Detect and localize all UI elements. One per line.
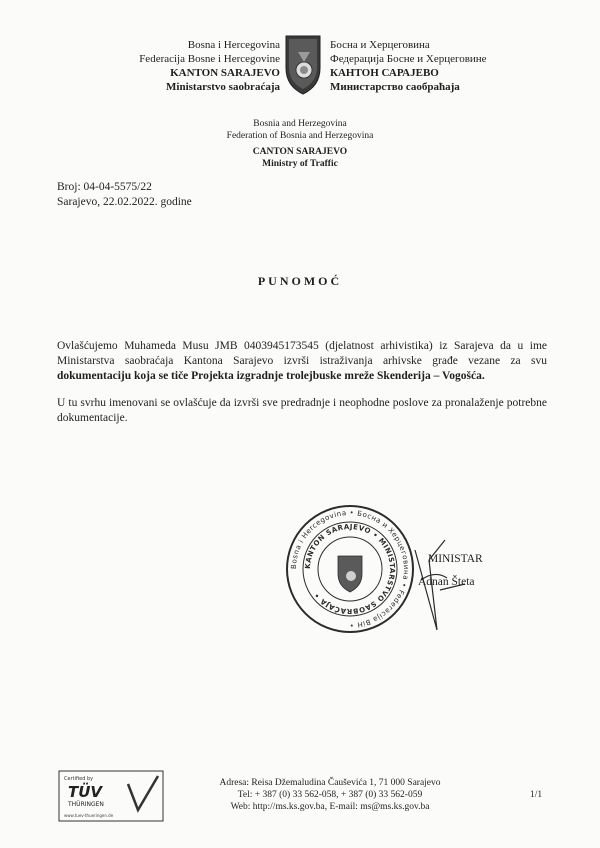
header-right-line-4: Министарство саобраћаја: [330, 81, 460, 93]
footer-address: Adresa: Reisa Džemaludina Čauševića 1, 71 000 Sarajevo: [219, 778, 441, 788]
header-en-line-3: CANTON SARAJEVO: [252, 147, 348, 157]
header-left-line-4: Ministarstvo saobraćaja: [166, 81, 280, 93]
header-en-line-2: Federation of Bosnia and Herzegovina: [226, 131, 374, 141]
header-right: [330, 38, 487, 94]
stamp-inner-text: KANTON SARAJEVO • MINISTARSTVO SAOBRAĆAJA •: [303, 522, 397, 616]
document-title: PUNOMOĆ: [257, 274, 343, 288]
coat-of-arms-icon: [284, 34, 322, 96]
header-right-line-2: Федерација Босне и Херцеговине: [330, 53, 487, 65]
header-right-line-1: Босна и Херцеговина: [330, 39, 430, 51]
tuv-brand-label: TÜV: [68, 783, 103, 801]
header-left-line-1: Bosna i Hercegovina: [187, 39, 280, 51]
header-left-line-2: Federacija Bosne i Hercegovine: [139, 53, 280, 65]
header-right-line-3: КАНТОН САРАЈЕВО: [330, 67, 439, 79]
footer-web: Web: http://ms.ks.gov.ba, E-mail: ms@ms.ks.gov.ba: [230, 802, 430, 812]
body-paragraph-1-text: Ovlašćujemo Muhameda Musu JMB 0403945173545 (djelatnost arhivistika) iz Sarajeva da u ime Ministarstva saobraćaja Kantona Sarajevo izvrši istraživanja arhivske građe vezane za svu: [57, 340, 547, 367]
tuv-certified-label: Certified by: [64, 776, 94, 782]
reference-number: Broj: 04-04-5575/22: [57, 181, 152, 193]
header-left: [139, 38, 280, 94]
tuv-url-label: www.tuev-thueringen.de: [64, 813, 114, 818]
footer-contact: [180, 777, 480, 813]
page-number: 1/1: [530, 790, 543, 800]
body-paragraph-1: [57, 339, 547, 384]
body-paragraph-1-bold: dokumentaciju koja se tiče Projekta izgradnje trolejbuske mreže Skenderija – Vogošća.: [57, 370, 485, 382]
header-english: [0, 118, 600, 170]
signature-role: MINISTAR: [428, 553, 483, 565]
stamp-outer-text: Bosna i Hercegovina • Босна и Херцеговина • Federacija BiH •: [289, 508, 411, 630]
header-left-line-3: KANTON SARAJEVO: [170, 67, 280, 79]
tuv-certification-logo-icon: [58, 770, 164, 822]
signature-name: Adnan Šteta: [418, 576, 475, 588]
header-en-line-1: Bosnia and Herzegovina: [253, 119, 347, 129]
tuv-region-label: THÜRINGEN: [68, 801, 104, 808]
footer-tel: Tel: + 387 (0) 33 562-058, + 387 (0) 33 562-059: [237, 790, 423, 800]
reference-block: [57, 180, 192, 210]
reference-place-date: Sarajevo, 22.02.2022. godine: [57, 196, 192, 208]
header-en-line-4: Ministry of Traffic: [262, 159, 338, 169]
body-paragraph-2: U tu svrhu imenovani se ovlašćuje da izvrši sve predradnje i neophodne poslove za pronalaženje potrebne dokumentacije.: [57, 397, 547, 424]
